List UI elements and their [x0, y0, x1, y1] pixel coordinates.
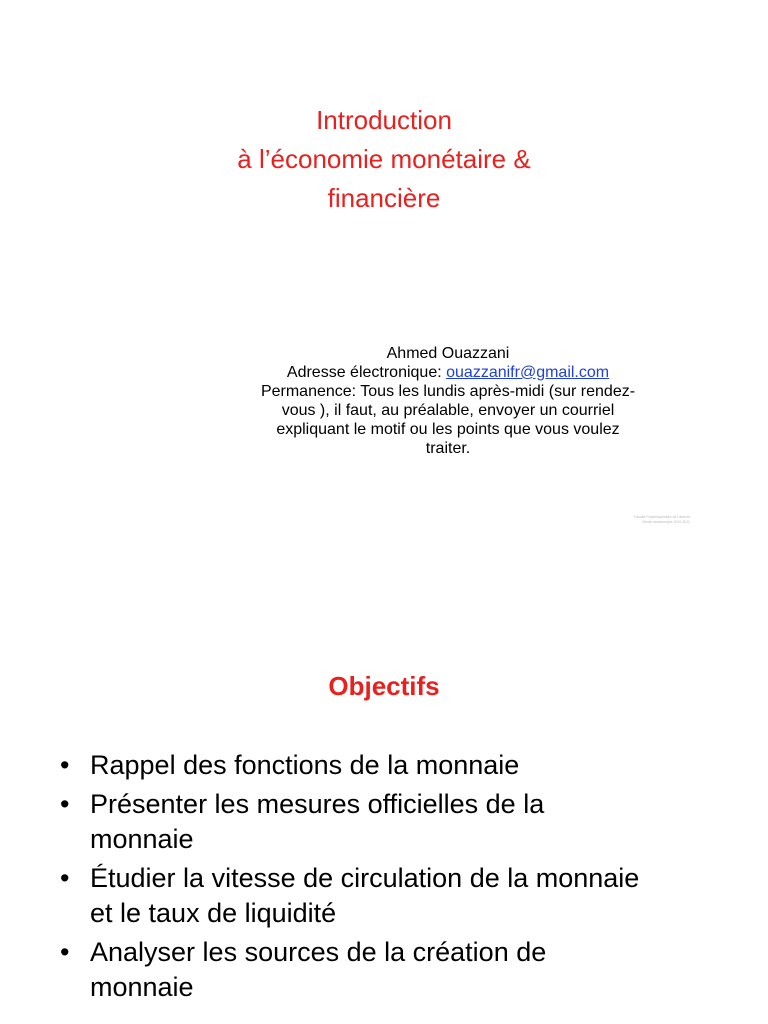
permanence-line: Permanence: Tous les lundis après-midi (sur rendez- [260, 383, 636, 400]
bullet-icon: • [60, 789, 70, 819]
author-name: Ahmed Ouazzani [386, 345, 510, 362]
permanence-line: vous ), il faut, au préalable, envoyer un courriel [281, 402, 615, 419]
objectives-title: Objectifs [328, 671, 440, 701]
author-info [218, 344, 678, 458]
list-item [58, 861, 738, 931]
bullet-text: monnaie [90, 824, 194, 854]
slide-title-line: Introduction [316, 105, 452, 135]
slide-title-line: financière [327, 183, 441, 213]
bullet-icon: • [60, 863, 70, 893]
bullet-text: Analyser les sources de la création de [90, 937, 547, 967]
objectives-slide [0, 640, 768, 1024]
permanence-line: expliquant le motif ou les points que vous voulez [276, 421, 620, 438]
bullet-icon: • [60, 750, 70, 780]
footnote-line: Année académique 2010-2011 [642, 520, 690, 524]
list-item [58, 748, 738, 783]
bullet-text: Étudier la vitesse de circulation de la monnaie [90, 863, 640, 893]
slide-title-line: à l’économie monétaire & [237, 144, 531, 174]
bullet-text: monnaie [90, 972, 194, 1002]
bullet-text: Présenter les mesures officielles de la [90, 789, 545, 819]
footnote-line: Faculté Polydisciplinaire de Larache [633, 515, 690, 519]
email-label: Adresse électronique: [286, 364, 442, 381]
email-line [218, 363, 678, 382]
list-item [58, 935, 738, 1005]
bullet-icon: • [60, 937, 70, 967]
email-link[interactable]: ouazzanifr@gmail.com [446, 364, 610, 381]
objectives-list [58, 748, 738, 1009]
slide-footnote [600, 515, 690, 525]
list-item [58, 787, 738, 857]
permanence-line: traiter. [425, 440, 471, 457]
bullet-text: Rappel des fonctions de la monnaie [90, 750, 520, 780]
bullet-text: et le taux de liquidité [90, 898, 337, 928]
slide-title [0, 101, 768, 218]
